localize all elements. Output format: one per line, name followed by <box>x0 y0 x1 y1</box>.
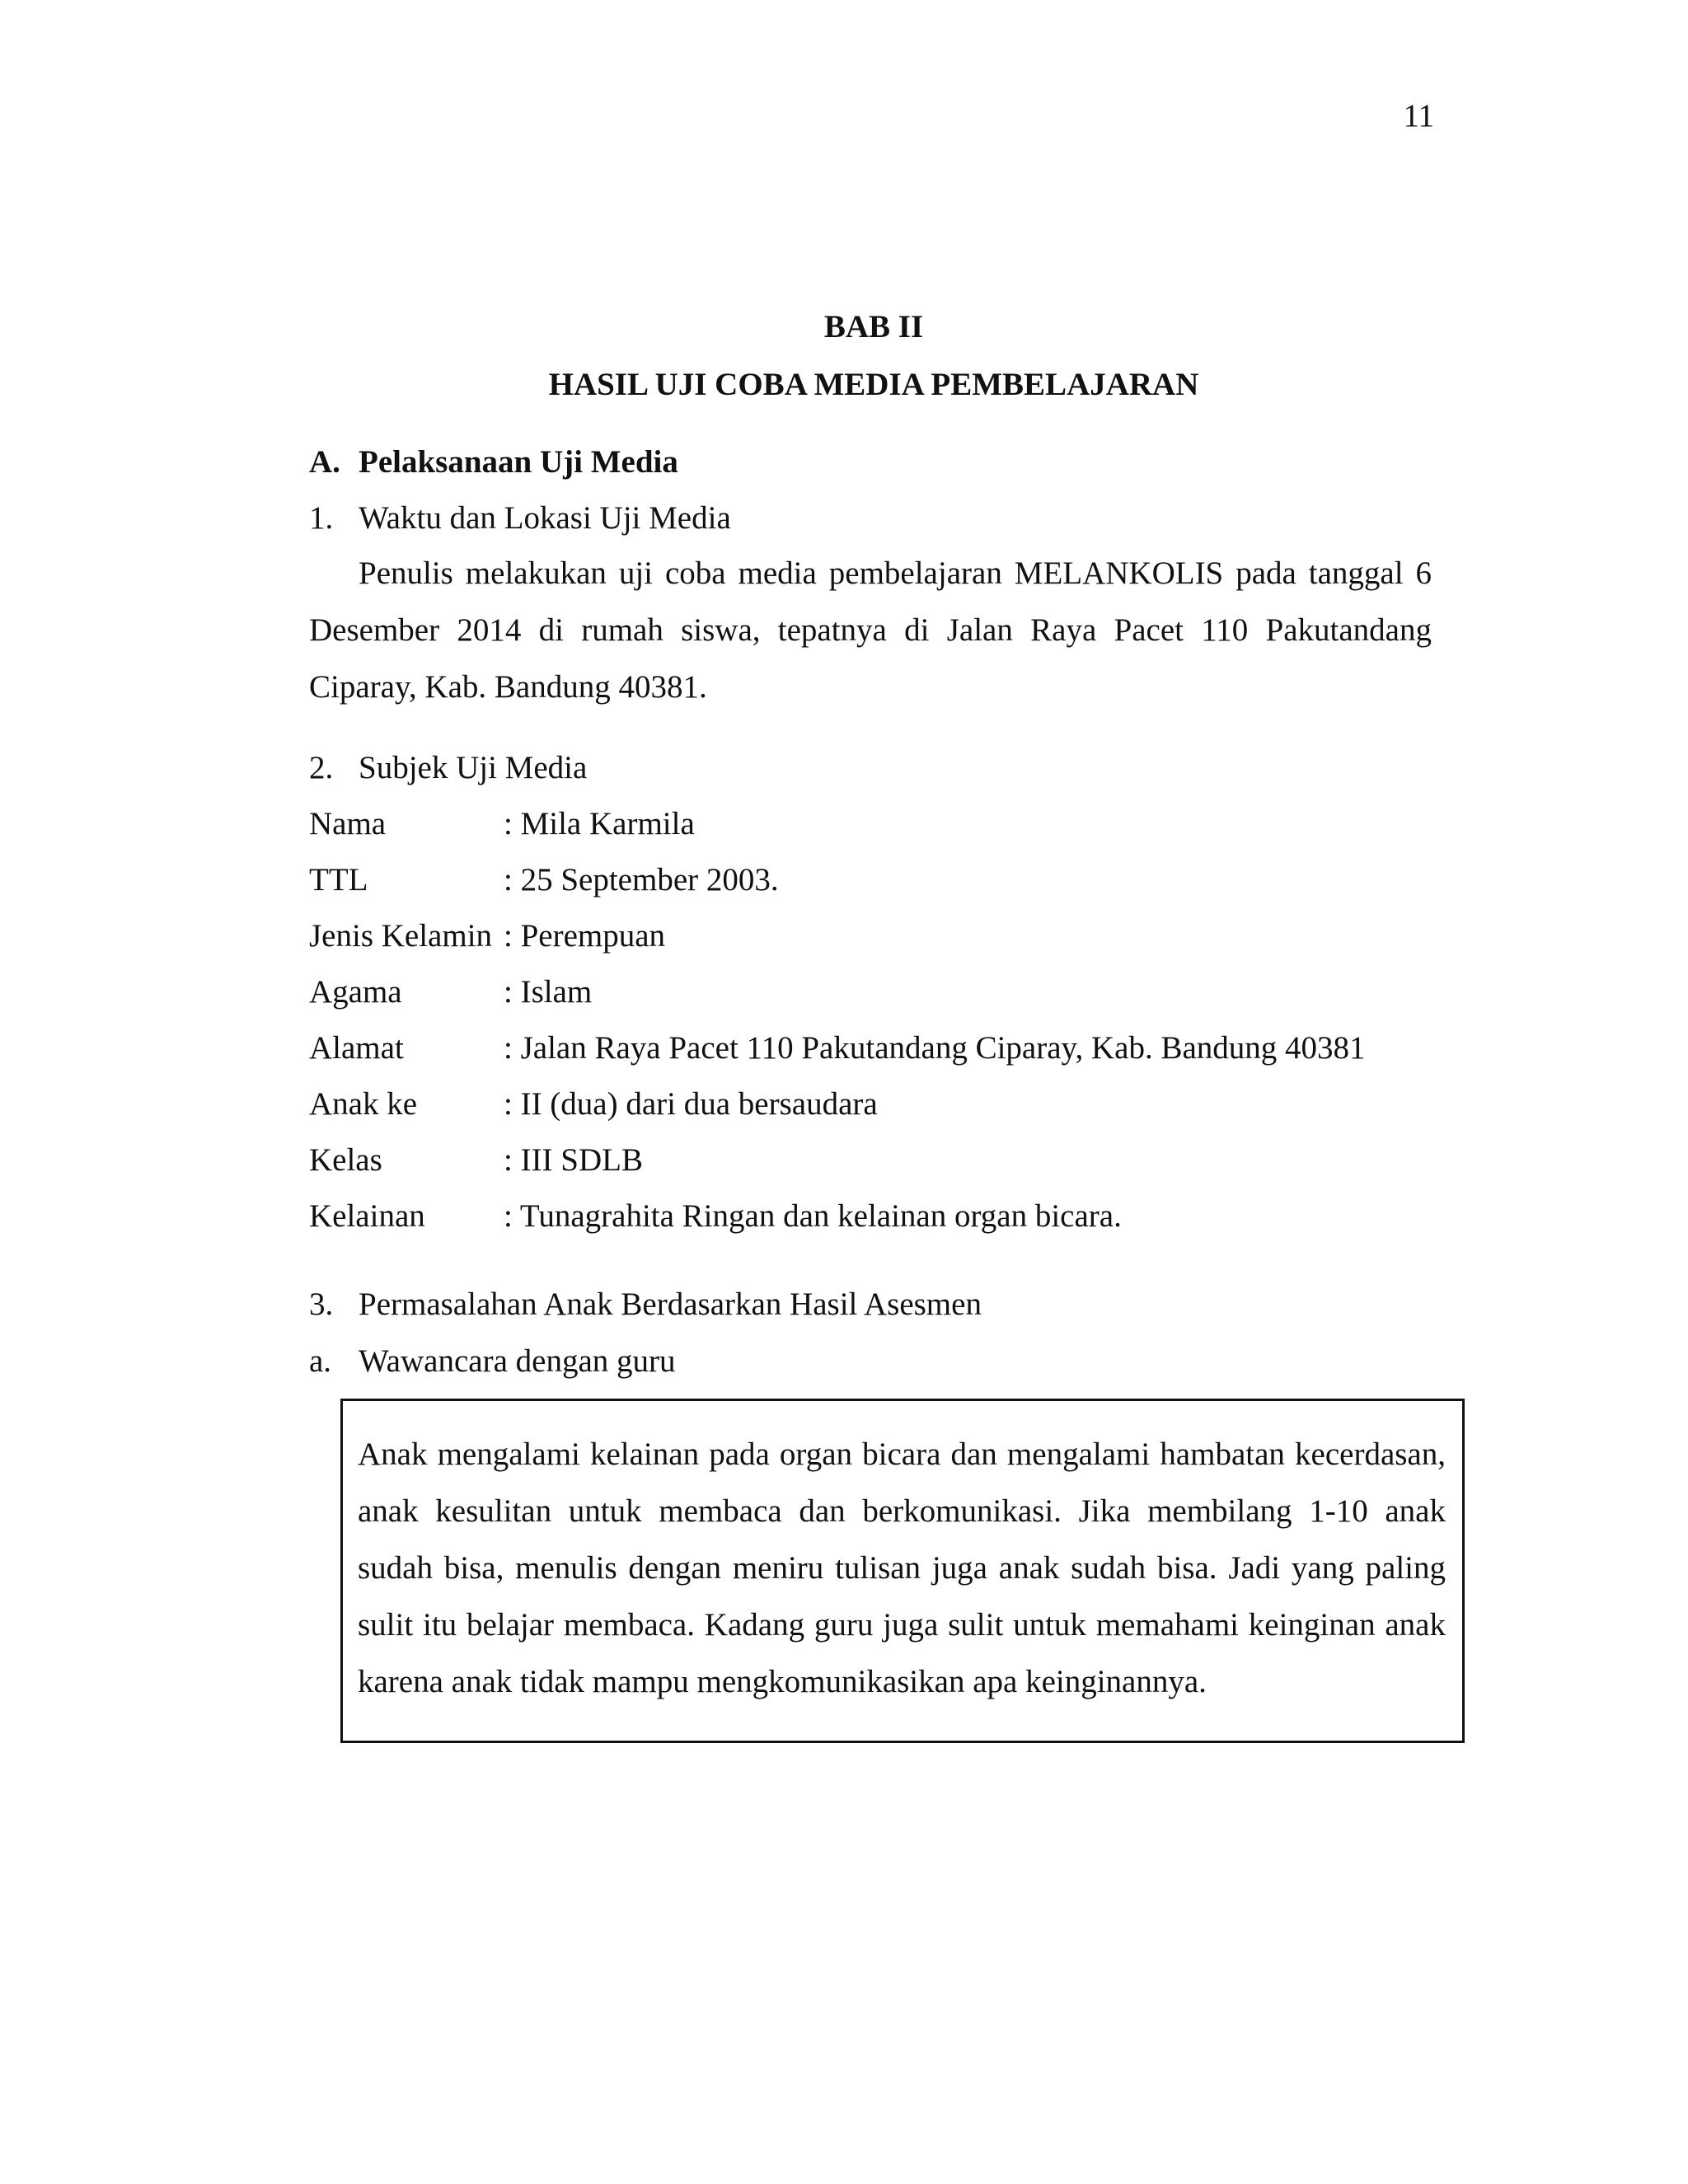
subject-row-child-order <box>309 1085 1545 1122</box>
subject-row-class <box>309 1141 1545 1179</box>
subject-label: Kelas <box>309 1142 382 1178</box>
subject-value: : Jalan Raya Pacet 110 Pakutandang Ciparay, Kab. Bandung 40381 <box>504 1030 1366 1066</box>
subject-row-gender <box>309 917 1545 954</box>
subsection-2-number: 2. <box>309 750 334 785</box>
subject-row-religion <box>309 973 1545 1010</box>
subsection-1-number: 1. <box>309 500 334 536</box>
subject-value: : III SDLB <box>504 1142 643 1178</box>
subsection-3-number: 3. <box>309 1286 334 1322</box>
subject-label: TTL <box>309 862 368 898</box>
chapter-title: HASIL UJI COBA MEDIA PEMBELAJARAN <box>548 367 1199 402</box>
subject-value: : Perempuan <box>504 918 666 954</box>
subject-label: Agama <box>309 974 402 1010</box>
interview-result-box <box>340 1399 1465 1743</box>
subject-label: Alamat <box>309 1030 404 1066</box>
subject-value: : Islam <box>504 974 593 1010</box>
interview-letter: a. <box>309 1343 332 1379</box>
subject-row-address <box>309 1029 1545 1066</box>
subsection-1-title: Waktu dan Lokasi Uji Media <box>359 500 731 536</box>
interview-heading <box>309 1343 676 1380</box>
interview-title: Wawancara dengan guru <box>359 1343 676 1379</box>
subject-row-birth <box>309 861 1545 898</box>
subsection-2-heading <box>309 749 587 786</box>
subject-value: : 25 September 2003. <box>504 862 779 898</box>
subsection-1-heading <box>309 499 731 537</box>
section-a-title: Pelaksanaan Uji Media <box>359 444 678 480</box>
subject-label: Anak ke <box>309 1086 418 1122</box>
subsection-3-heading <box>309 1286 982 1323</box>
subject-label: Kelainan <box>309 1198 425 1234</box>
subsection-3-title: Permasalahan Anak Berdasarkan Hasil Asesmen <box>359 1286 982 1322</box>
subject-label: Jenis Kelamin <box>309 918 493 954</box>
subject-row-name <box>309 805 1545 842</box>
subsection-2-title: Subjek Uji Media <box>359 750 588 785</box>
test-time-location-paragraph: Penulis melakukan uji coba media pembelajaran MELANKOLIS pada tanggal 6 Desember 2014 di rumah siswa, tepatnya di Jalan Raya Pacet 110 Pakutandang Ciparay, Kab. Bandung 40381. <box>309 555 1432 705</box>
interview-result-text: Anak mengalami kelainan pada organ bicara dan mengalami hambatan kecerdasan, anak kesulitan untuk membaca dan berkomunikasi. Jika membilang 1-10 anak sudah bisa, menulis dengan meniru tulisan juga anak sudah bisa. Jadi yang paling sulit itu belajar membaca. Kadang guru juga sulit untuk memahami keinginan anak karena anak tidak mampu mengkomunikasikan apa keinginannya. <box>358 1436 1446 1699</box>
section-a-heading <box>309 443 678 480</box>
subject-row-disability <box>309 1197 1545 1235</box>
chapter-label: BAB II <box>823 309 924 344</box>
subject-value: : Mila Karmila <box>504 806 695 841</box>
subject-value: : II (dua) dari dua bersaudara <box>504 1086 878 1122</box>
page-number: 11 <box>1403 98 1434 134</box>
subject-label: Nama <box>309 806 387 841</box>
section-a-number: A. <box>309 444 340 480</box>
subject-value: : Tunagrahita Ringan dan kelainan organ bicara. <box>504 1198 1122 1234</box>
